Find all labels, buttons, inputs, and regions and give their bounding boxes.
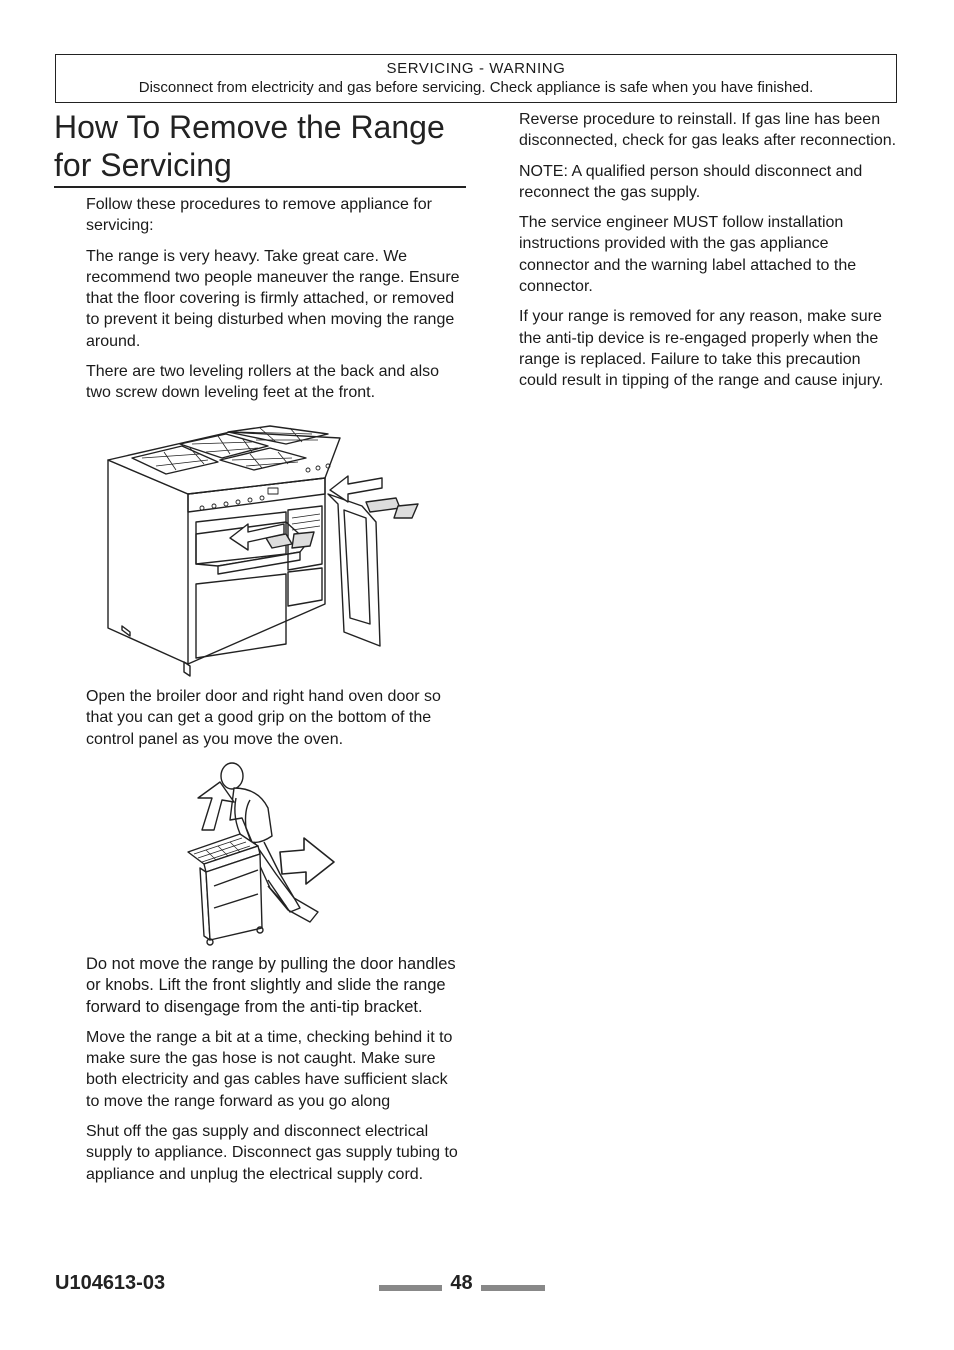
warning-heading: SERVICING - WARNING [386,60,566,77]
left-column-grip [86,686,461,759]
footer-bar-right [481,1285,545,1291]
servicing-warning-box [55,54,897,103]
paragraph: If your range is removed for any reason, make sure the anti-tip device is re-engaged properly when the range is replaced. Failure to take this precaution could result in tipping of the range and cause injury. [519,308,884,390]
right-column [519,109,901,401]
document-code: U104613-03 [55,1272,166,1294]
footer-bar-left [379,1285,442,1291]
paragraph: There are two leveling rollers at the back and also two screw down leveling feet at the front. [86,363,440,402]
page-number: 48 [450,1272,473,1294]
left-column-intro [86,194,461,413]
title-line-1: How To Remove the Range [54,109,445,145]
up-arrow-icon [198,782,234,830]
right-arrow-icon [280,838,334,884]
left-column-moving [86,954,461,1194]
range-open-doors-illustration [100,414,420,682]
paragraph: Reverse procedure to reinstall. If gas line has been disconnected, check for gas leaks after reconnection. [519,111,897,150]
paragraph: The range is very heavy. Take great care. We recommend two people maneuver the range. Ensure that the floor covering is firmly attached, or removed to prevent it being disturbed when moving the range around. [86,247,460,350]
paragraph: Follow these procedures to remove appliance for servicing: [86,196,432,235]
paragraph: Open the broiler door and right hand oven door so that you can get a good grip on the bottom of the control panel as you move the oven. [86,688,441,748]
paragraph: Move the range a bit at a time, checking behind it to make sure the gas hose is not caught. Make sure both electricity and gas cables have sufficient slack to move the range forward as you go along [86,1028,453,1110]
page-title [54,108,466,188]
person-lifting-range-illustration [180,758,340,948]
paragraph: Do not move the range by pulling the door handles or knobs. Lift the front slightly and slide the range forward to disengage from the anti-tip bracket. [86,955,456,1016]
paragraph: NOTE: A qualified person should disconnect and reconnect the gas supply. [519,162,863,201]
paragraph: Shut off the gas supply and disconnect electrical supply to appliance. Disconnect gas supply tubing to appliance and unplug the electrical supply cord. [86,1123,458,1183]
paragraph: The service engineer MUST follow installation instructions provided with the gas appliance connector and the warning label attached to the connector. [519,214,857,296]
title-line-2: for Servicing [54,147,232,183]
warning-text: Disconnect from electricity and gas before servicing. Check appliance is safe when you have finished. [138,79,814,96]
